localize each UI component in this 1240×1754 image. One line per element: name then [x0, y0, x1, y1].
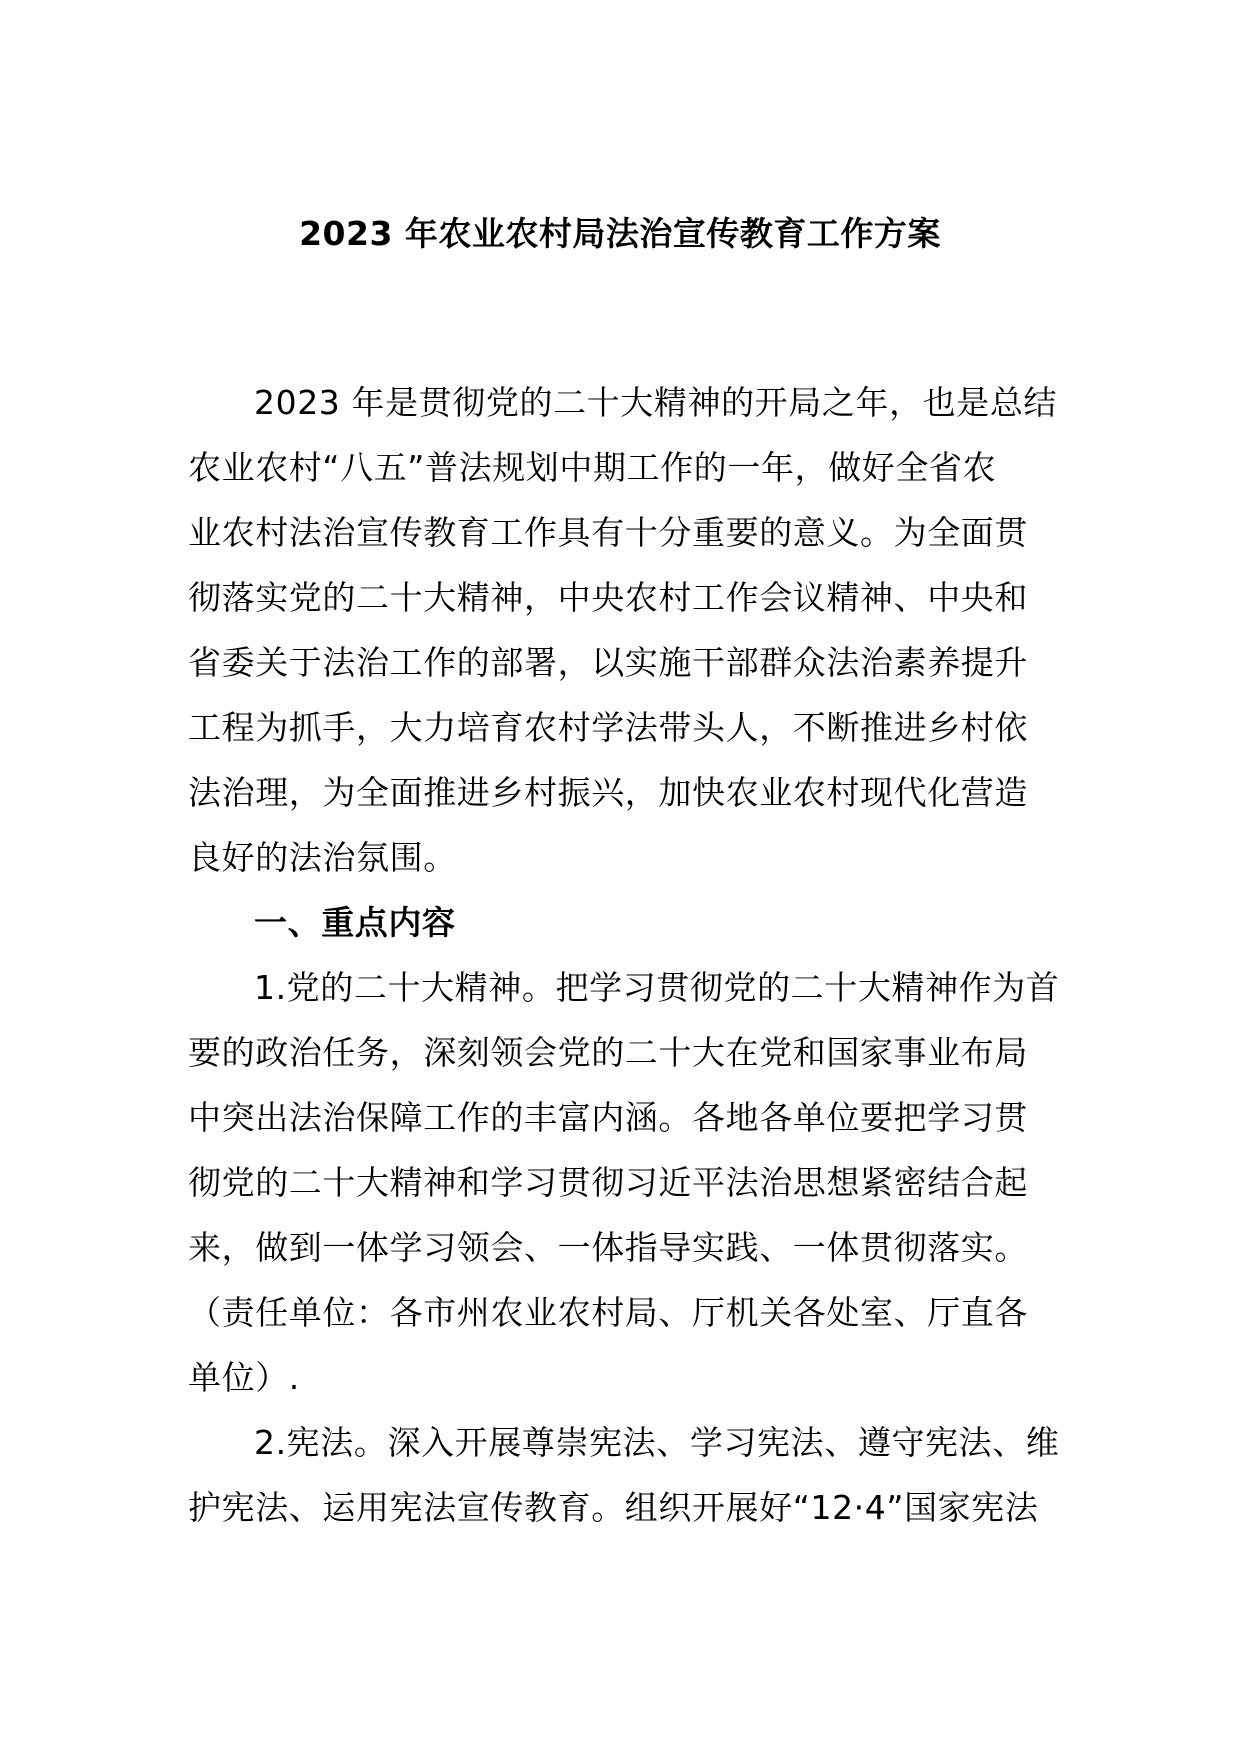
item-1-line-3: 中突出法治保障工作的丰富内涵。各地各单位要把学习贯	[188, 1098, 1028, 1137]
paragraph-1-line-1: 2023 年是贯彻党的二十大精神的开局之年，也是总结	[254, 383, 1058, 422]
item-1-line-2: 要的政治任务，深刻领会党的二十大在党和国家事业布局	[188, 1033, 1028, 1072]
document-body	[188, 370, 1058, 1540]
paragraph-1-line-6: 工程为抓手，大力培育农村学法带头人，不断推进乡村依	[188, 708, 1028, 747]
paragraph-1-line-2: 农业农村“八五”普法规划中期工作的一年，做好全省农	[188, 448, 997, 487]
item-1-line-6: （责任单位：各市州农业农村局、厅机关各处室、厅直各	[188, 1293, 1028, 1332]
paragraph-1-line-4: 彻落实党的二十大精神，中央农村工作会议精神、中央和	[188, 578, 1028, 617]
paragraph-1-line-7: 法治理，为全面推进乡村振兴，加快农业农村现代化营造	[188, 773, 1028, 812]
paragraph-1-line-5: 省委关于法治工作的部署，以实施干部群众法治素养提升	[188, 643, 1028, 682]
item-1-line-7: 单位）.	[188, 1358, 300, 1397]
paragraph-1-line-8: 良好的法治氛围。	[188, 838, 457, 877]
section-heading: 一、重点内容	[254, 903, 456, 942]
paragraph-1-line-3: 业农村法治宣传教育工作具有十分重要的意义。为全面贯	[188, 513, 1028, 552]
item-2-line-1: 2.宪法。深入开展尊崇宪法、学习宪法、遵守宪法、维	[254, 1423, 1060, 1462]
item-1-line-5: 来，做到一体学习领会、一体指导实践、一体贯彻落实。	[188, 1228, 1028, 1267]
item-2-line-2: 护宪法、运用宪法宣传教育。组织开展好“12·4”国家宪法	[188, 1488, 1039, 1527]
document-title: 2023 年农业农村局法治宣传教育工作方案	[299, 214, 941, 253]
item-1-line-1: 1.党的二十大精神。把学习贯彻党的二十大精神作为首	[254, 968, 1060, 1007]
item-1-line-4: 彻党的二十大精神和学习贯彻习近平法治思想紧密结合起	[188, 1163, 1028, 1202]
